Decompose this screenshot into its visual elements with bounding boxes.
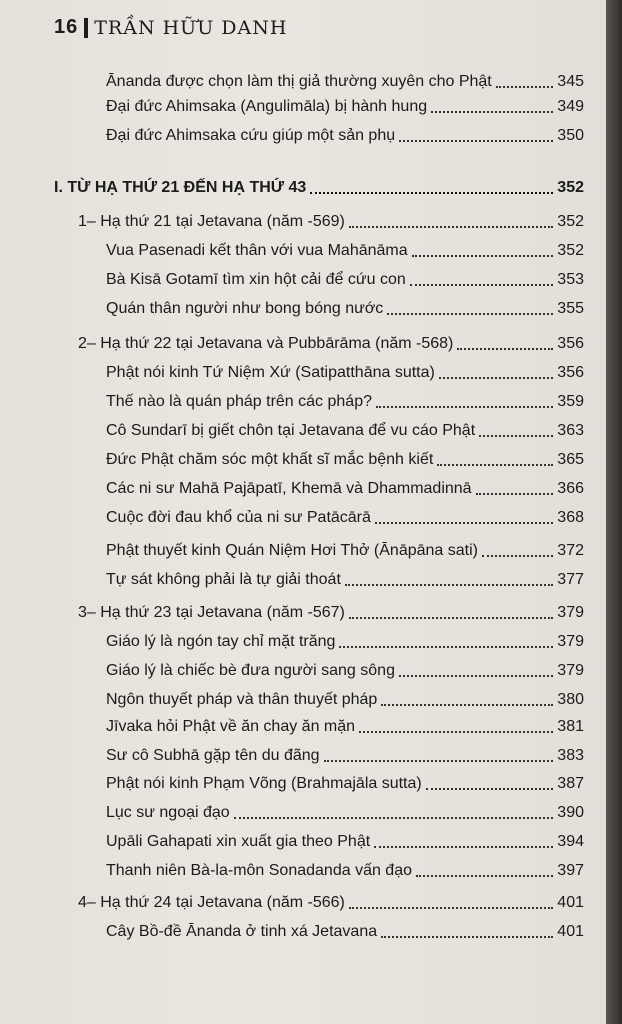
toc-title: Bà Kisā Gotamī tìm xin hột cải để cứu con [106, 271, 406, 288]
toc-page-number: 352 [557, 213, 584, 230]
toc-entry [106, 922, 584, 942]
toc-page-number: 394 [557, 833, 584, 850]
toc-page-number: 380 [557, 691, 584, 708]
dot-leader [416, 875, 553, 877]
toc-title: Cô Sundarī bị giết chôn tại Jetavana để vu cáo Phật [106, 422, 476, 439]
toc-title: 3– Hạ thứ 23 tại Jetavana (năm -567) [78, 604, 345, 621]
toc-page-number: 387 [557, 775, 584, 792]
toc-title: Phật nói kinh Tứ Niệm Xứ (Satipatthāna sutta) [106, 364, 435, 381]
dot-leader [399, 140, 553, 142]
toc-title: Sư cô Subhā gặp tên du đãng [106, 747, 320, 764]
toc-title: 4– Hạ thứ 24 tại Jetavana (năm -566) [78, 894, 345, 911]
dot-leader [426, 788, 554, 790]
toc-entry [106, 774, 584, 794]
toc-title: Vua Pasenadi kết thân với vua Mahānāma [106, 242, 408, 259]
dot-leader [349, 617, 553, 619]
toc-title: Thế nào là quán pháp trên các pháp? [106, 393, 372, 410]
toc-page-number: 368 [557, 509, 584, 526]
toc-chapter [78, 603, 584, 623]
toc-title: 2– Hạ thứ 22 tại Jetavana và Pubbārāma (năm -568) [78, 335, 454, 352]
toc-entry [106, 803, 584, 823]
toc-entry [106, 832, 584, 852]
toc-page-number: 352 [557, 242, 584, 259]
toc-entry [106, 570, 584, 590]
toc-page-number: 363 [557, 422, 584, 439]
dot-leader [479, 435, 553, 437]
toc-entry [106, 479, 584, 499]
toc-page-number: 401 [557, 923, 584, 940]
dot-leader [349, 226, 553, 228]
toc-page-number: 350 [557, 127, 584, 144]
dot-leader [339, 646, 553, 648]
toc-page-number: 353 [557, 271, 584, 288]
toc-entry [106, 241, 584, 261]
dot-leader [439, 377, 553, 379]
toc-entry [106, 97, 584, 117]
toc-page-number: 379 [557, 662, 584, 679]
toc-entry [106, 270, 584, 290]
toc-entry [106, 690, 584, 710]
toc-entry [106, 632, 584, 652]
toc-page-number: 349 [557, 98, 584, 115]
toc-title: Ānanda được chọn làm thị giả thường xuyên cho Phật [106, 73, 492, 90]
toc-title: Jīvaka hỏi Phật về ăn chay ăn mặn [106, 718, 356, 735]
toc-entry [106, 421, 584, 441]
toc-chapter [78, 212, 584, 232]
toc-entry [106, 541, 584, 561]
toc-page-number: 359 [557, 393, 584, 410]
toc-entry [106, 126, 584, 146]
toc-entry [106, 508, 584, 528]
toc-entry [106, 746, 584, 766]
toc-page-number: 397 [557, 862, 584, 879]
toc-chapter [78, 893, 584, 913]
toc-title: Giáo lý là chiếc bè đưa người sang sông [106, 662, 395, 679]
toc-title: Tự sát không phải là tự giải thoát [106, 571, 341, 588]
dot-leader [412, 255, 554, 257]
toc-page-number: 383 [557, 747, 584, 764]
toc-page-number: 379 [557, 633, 584, 650]
dot-leader [349, 907, 553, 909]
dot-leader [359, 731, 553, 733]
toc-entry [106, 392, 584, 412]
dot-leader [431, 111, 553, 113]
toc-page-number: 356 [557, 335, 584, 352]
dot-leader [234, 817, 554, 819]
toc-entry [106, 717, 584, 737]
dot-leader [324, 760, 554, 762]
dot-leader [476, 493, 554, 495]
toc-title: Đại đức Ahimsaka cứu giúp một sản phụ [106, 127, 396, 144]
toc-title: Giáo lý là ngón tay chỉ mặt trăng [106, 633, 336, 650]
toc-title: 1– Hạ thứ 21 tại Jetavana (năm -569) [78, 213, 345, 230]
dot-leader [376, 406, 553, 408]
toc-title: Quán thân người như bong bóng nước [106, 300, 384, 317]
dot-leader [387, 313, 553, 315]
toc-title: Thanh niên Bà-la-môn Sonadanda vấn đạo [106, 862, 412, 879]
toc-title: Cuộc đời đau khổ của ni sư Patācārā [106, 509, 371, 526]
toc-title: Lục sư ngoại đạo [106, 804, 230, 821]
dot-leader [375, 522, 553, 524]
toc-page-number: 372 [557, 542, 584, 559]
dot-leader [381, 704, 553, 706]
toc-page-number: 352 [557, 179, 584, 196]
dot-leader [381, 936, 553, 938]
dot-leader [437, 464, 553, 466]
toc-page-number: 379 [557, 604, 584, 621]
dot-leader [374, 846, 553, 848]
dot-leader [457, 348, 553, 350]
toc-page-number: 401 [557, 894, 584, 911]
toc-entry [106, 661, 584, 681]
page-edge [606, 0, 622, 1024]
toc-section [54, 178, 584, 198]
toc-title: Các ni sư Mahā Pajāpatī, Khemā và Dhammadinnā [106, 480, 472, 497]
author-name: TRẦN HỮU DANH [94, 16, 288, 39]
toc-title: Đại đức Ahimsaka (Angulimāla) bị hành hung [106, 98, 428, 115]
toc-page-number: 356 [557, 364, 584, 381]
toc-entry [106, 299, 584, 319]
toc-page-number: 366 [557, 480, 584, 497]
toc-title: Phật thuyết kinh Quán Niệm Hơi Thở (Ānāpāna sati) [106, 542, 478, 559]
toc-entry [106, 72, 584, 92]
dot-leader [399, 675, 553, 677]
page-number: 16 [54, 16, 79, 38]
dot-leader [345, 584, 553, 586]
toc-page-number: 365 [557, 451, 584, 468]
toc-page-number: 381 [557, 718, 584, 735]
toc-entry [106, 363, 584, 383]
toc-page-number: 355 [557, 300, 584, 317]
toc-page-number: 345 [557, 73, 584, 90]
toc-page-number: 390 [557, 804, 584, 821]
toc-title: I. TỪ HẠ THỨ 21 ĐẾN HẠ THỨ 43 [54, 179, 307, 196]
dot-leader [482, 555, 553, 557]
dot-leader [410, 284, 554, 286]
toc-chapter [78, 334, 584, 354]
toc-title: Cây Bồ-đề Ānanda ở tinh xá Jetavana [106, 923, 378, 940]
toc-title: Ngôn thuyết pháp và thân thuyết pháp [106, 691, 378, 708]
toc-title: Đức Phật chăm sóc một khất sĩ mắc bệnh kiết [106, 451, 434, 468]
dot-leader [496, 86, 554, 88]
toc-title: Phật nói kinh Phạm Võng (Brahmajāla sutta) [106, 775, 422, 792]
toc-title: Upāli Gahapati xin xuất gia theo Phật [106, 833, 371, 850]
toc-entry [106, 450, 584, 470]
dot-leader [310, 192, 553, 194]
toc-page-number: 377 [557, 571, 584, 588]
toc-entry [106, 861, 584, 881]
